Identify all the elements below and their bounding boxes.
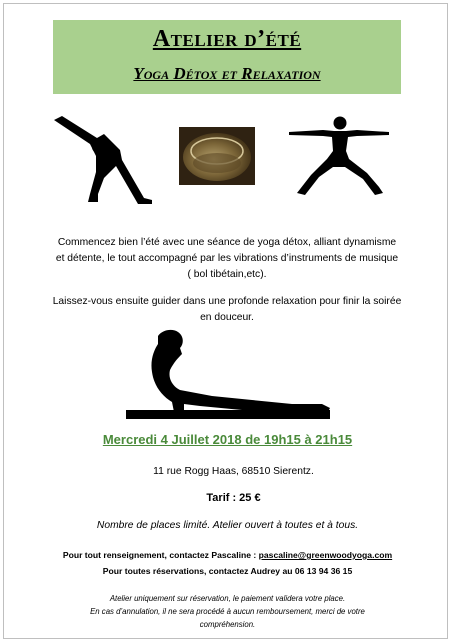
triangle-pose-silhouette [52, 114, 154, 204]
flyer-title: Atelier d’été [152, 26, 302, 52]
cobra-pose-silhouette [122, 326, 334, 422]
warrior-pose-silhouette [287, 115, 391, 199]
contact-info-label: Pour tout renseignement, contactez Pascaline : [62, 550, 257, 560]
relax-line: en douceur. [200, 312, 254, 323]
contact-email-link[interactable]: pascaline@greenwoodyoga.com [258, 550, 393, 560]
intro-line: Commencez bien l’été avec une séance de yoga détox, alliant dynamisme [57, 237, 397, 248]
footer-line: Atelier uniquement sur réservation, le paiement validera votre place. [109, 594, 346, 603]
singing-bowl-photo [179, 127, 255, 185]
footer-line: compréhension. [199, 620, 256, 629]
relax-line: Laissez-vous ensuite guider dans une profonde relaxation pour finir la soirée [52, 296, 402, 307]
event-price: Tarif : 25 € [206, 492, 261, 504]
contact-info-line [0, 550, 455, 560]
event-address: 11 rue Rogg Haas, 68510 Sierentz. [153, 466, 314, 477]
flyer-subtitle: Yoga Détox et Relaxation [133, 64, 321, 83]
intro-line: ( bol tibétain,etc). [187, 269, 267, 280]
booking-line: Pour toutes réservations, contactez Audrey au 06 13 94 36 15 [102, 566, 353, 576]
intro-line: et détente, le tout accompagné par les vibrations d’instruments de musique [55, 253, 399, 264]
header-banner [53, 20, 401, 94]
intro-paragraph [24, 235, 430, 283]
event-date: Mercredi 4 Juillet 2018 de 19h15 à 21h15 [102, 432, 353, 447]
relaxation-paragraph [24, 294, 430, 326]
footer-line: En cas d’annulation, il ne sera procédé à aucun remboursement, merci de votre [90, 607, 365, 616]
places-notice: Nombre de places limité. Atelier ouvert à toutes et à tous. [96, 520, 359, 531]
